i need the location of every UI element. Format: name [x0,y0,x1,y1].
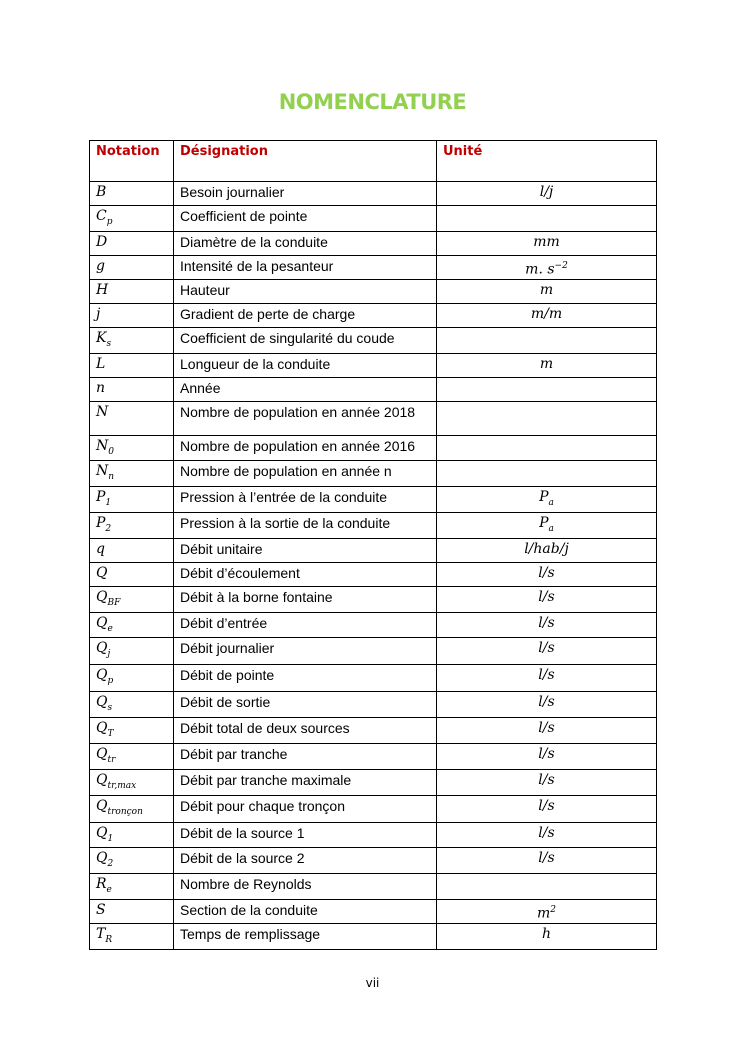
table-row [90,899,657,923]
notation-subscript: 2 [107,859,114,870]
notation-cell [90,303,174,327]
unit-cell [437,769,657,795]
notation-cell [90,255,174,279]
notation-subscript: R [105,934,113,945]
notation-subscript: s [107,703,113,714]
unit-cell [437,718,657,744]
designation-cell: Pression à la sortie de la conduite [174,512,437,538]
unit-cell [437,279,657,303]
table-header-row [90,141,657,182]
notation-cell [90,353,174,377]
unit-cell [437,848,657,874]
notation-symbol: Q [96,667,108,684]
notation-cell [90,487,174,513]
table-row [90,377,657,401]
table-row [90,461,657,487]
notation-cell [90,923,174,949]
notation-symbol: Q [96,588,108,605]
table-row [90,255,657,279]
unit-value: l/hab/j [524,540,569,557]
unit-value: l/s [538,588,555,605]
table-row [90,769,657,795]
table-row [90,353,657,377]
notation-cell [90,231,174,255]
designation-cell: Besoin journalier [174,182,437,206]
unit-cell [437,206,657,232]
notation-symbol: Q [96,850,108,867]
notation-symbol: P [96,514,106,531]
unit-value: h [541,925,552,942]
table-row [90,435,657,461]
unit-cell [437,231,657,255]
notation-symbol: q [96,540,105,557]
designation-cell: Année [174,377,437,401]
notation-symbol: R [96,876,107,893]
notation-symbol: N [96,463,109,480]
notation-symbol: Q [96,797,108,814]
unit-cell [437,461,657,487]
notation-symbol: C [96,208,107,224]
unit-cell [437,401,657,435]
notation-subscript: T [107,728,114,739]
notation-subscript: n [108,472,115,483]
designation-cell: Débit journalier [174,638,437,665]
designation-cell: Débit à la borne fontaine [174,586,437,612]
unit-cell [437,923,657,949]
designation-cell: Débit de la source 1 [174,822,437,848]
table-row [90,401,657,435]
notation-subscript: j [107,649,111,660]
notation-symbol: Q [96,564,108,581]
unit-value: P [539,514,549,531]
designation-cell: Longueur de la conduite [174,353,437,377]
designation-cell: Gradient de perte de charge [174,303,437,327]
notation-symbol: N [96,437,109,454]
unit-cell [437,822,657,848]
notation-subscript: e [107,623,113,634]
notation-cell [90,795,174,822]
unit-value: l/s [538,640,555,657]
notation-symbol: B [96,184,107,200]
unit-subscript: a [548,523,554,534]
designation-cell: Nombre de Reynolds [174,874,437,900]
header-designation: Désignation [174,141,437,182]
designation-cell: Débit pour chaque tronçon [174,795,437,822]
unit-cell [437,612,657,638]
notation-subscript: s [106,338,112,349]
unit-cell [437,435,657,461]
notation-subscript: 2 [105,523,112,534]
designation-cell: Diamètre de la conduite [174,231,437,255]
unit-value: m [536,905,551,922]
notation-symbol: L [96,355,106,372]
designation-cell: Nombre de population en année 2016 [174,435,437,461]
designation-cell: Débit par tranche [174,743,437,769]
table-row [90,487,657,513]
notation-cell [90,848,174,874]
unit-superscript: −2 [554,260,568,271]
notation-cell [90,538,174,562]
notation-subscript: tronçon [107,806,143,817]
notation-subscript: tr,max [107,780,137,791]
notation-subscript: 1 [107,833,114,844]
table-row [90,279,657,303]
notation-cell [90,586,174,612]
notation-symbol: Q [96,771,108,788]
designation-cell: Débit unitaire [174,538,437,562]
designation-cell: Débit de pointe [174,665,437,692]
designation-cell: Coefficient de singularité du coude [174,327,437,353]
unit-superscript: 2 [550,904,556,915]
unit-value: l/s [538,797,555,814]
designation-cell: Pression à l’entrée de la conduite [174,487,437,513]
table-row [90,303,657,327]
nomenclature-table [89,140,657,950]
designation-cell: Hauteur [174,279,437,303]
notation-symbol: N [96,403,109,420]
notation-cell [90,512,174,538]
unit-value: m [539,281,554,298]
notation-symbol: T [96,925,106,942]
designation-cell: Débit d’écoulement [174,562,437,586]
designation-cell: Débit de la source 2 [174,848,437,874]
unit-cell [437,487,657,513]
notation-cell [90,769,174,795]
unit-cell [437,255,657,279]
unit-cell [437,303,657,327]
notation-cell [90,206,174,232]
notation-cell [90,822,174,848]
designation-cell: Nombre de population en année 2018 [174,401,437,435]
unit-value: m [539,355,554,372]
notation-symbol: P [96,489,106,506]
unit-value: l/s [538,614,555,631]
notation-symbol: Q [96,640,108,657]
page-number: vii [365,976,380,990]
table-row [90,538,657,562]
unit-value: P [539,489,549,506]
notation-cell [90,377,174,401]
unit-value: l/s [538,564,555,581]
table-row [90,327,657,353]
table-row [90,231,657,255]
table-row [90,874,657,900]
table-row [90,638,657,665]
notation-symbol: j [96,305,101,322]
notation-symbol: Q [96,720,108,737]
unit-value: l/s [538,720,555,737]
notation-symbol: H [96,281,109,298]
table-row [90,692,657,718]
notation-symbol: Q [96,614,108,631]
table-row [90,822,657,848]
notation-subscript: 1 [105,497,112,508]
notation-subscript: p [107,676,114,687]
unit-value: l/s [538,694,555,711]
table-row [90,848,657,874]
notation-cell [90,182,174,206]
designation-cell: Débit total de deux sources [174,718,437,744]
unit-cell [437,874,657,900]
notation-symbol: K [96,329,107,346]
table-row [90,182,657,206]
notation-cell [90,461,174,487]
designation-cell: Débit d’entrée [174,612,437,638]
notation-cell [90,665,174,692]
notation-subscript: 0 [108,446,114,457]
notation-cell [90,874,174,900]
notation-cell [90,899,174,923]
notation-subscript: e [106,884,112,895]
table-row [90,718,657,744]
table-row [90,206,657,232]
notation-cell [90,692,174,718]
notation-cell [90,612,174,638]
unit-cell [437,562,657,586]
unit-cell [437,899,657,923]
notation-cell [90,279,174,303]
unit-value: l/s [538,824,555,841]
designation-cell: Temps de remplissage [174,923,437,949]
unit-value: l/s [538,771,555,788]
designation-cell: Débit par tranche maximale [174,769,437,795]
notation-symbol: Q [96,745,108,762]
unit-cell [437,327,657,353]
header-notation: Notation [90,141,174,182]
table-row [90,743,657,769]
designation-cell: Coefficient de pointe [174,206,437,232]
unit-value: l/s [538,850,555,867]
notation-symbol: Q [96,824,108,841]
unit-cell [437,586,657,612]
notation-subscript: tr [107,754,116,765]
notation-symbol: S [96,901,106,918]
designation-cell: Nombre de population en année n [174,461,437,487]
notation-cell [90,401,174,435]
unit-cell [437,353,657,377]
unit-cell [437,795,657,822]
notation-symbol: Q [96,694,108,711]
notation-cell [90,327,174,353]
unit-cell [437,538,657,562]
table-body [90,182,657,950]
unit-value: m. s [525,261,555,278]
notation-cell [90,435,174,461]
notation-cell [90,562,174,586]
unit-value: m/m [530,305,563,322]
designation-cell: Débit de sortie [174,692,437,718]
notation-symbol: n [96,379,106,396]
unit-cell [437,638,657,665]
unit-value: l/j [539,184,554,200]
table-row [90,586,657,612]
designation-cell: Intensité de la pesanteur [174,255,437,279]
unit-cell [437,512,657,538]
unit-value: l/s [538,667,555,684]
notation-cell [90,638,174,665]
page-title: NOMENCLATURE [278,90,467,114]
table-row [90,562,657,586]
table-row [90,512,657,538]
notation-symbol: D [96,233,108,250]
notation-cell [90,743,174,769]
unit-cell [437,182,657,206]
notation-cell [90,718,174,744]
notation-subscript: p [106,216,113,227]
table-row [90,665,657,692]
notation-symbol: g [96,257,105,274]
table-row [90,795,657,822]
unit-subscript: a [548,497,554,508]
notation-subscript: BF [107,597,121,608]
designation-cell: Section de la conduite [174,899,437,923]
unit-value: l/s [538,745,555,762]
unit-cell [437,743,657,769]
unit-cell [437,665,657,692]
unit-value: mm [533,233,560,250]
unit-cell [437,692,657,718]
header-unite: Unité [437,141,657,182]
table-row [90,612,657,638]
table-row [90,923,657,949]
unit-cell [437,377,657,401]
